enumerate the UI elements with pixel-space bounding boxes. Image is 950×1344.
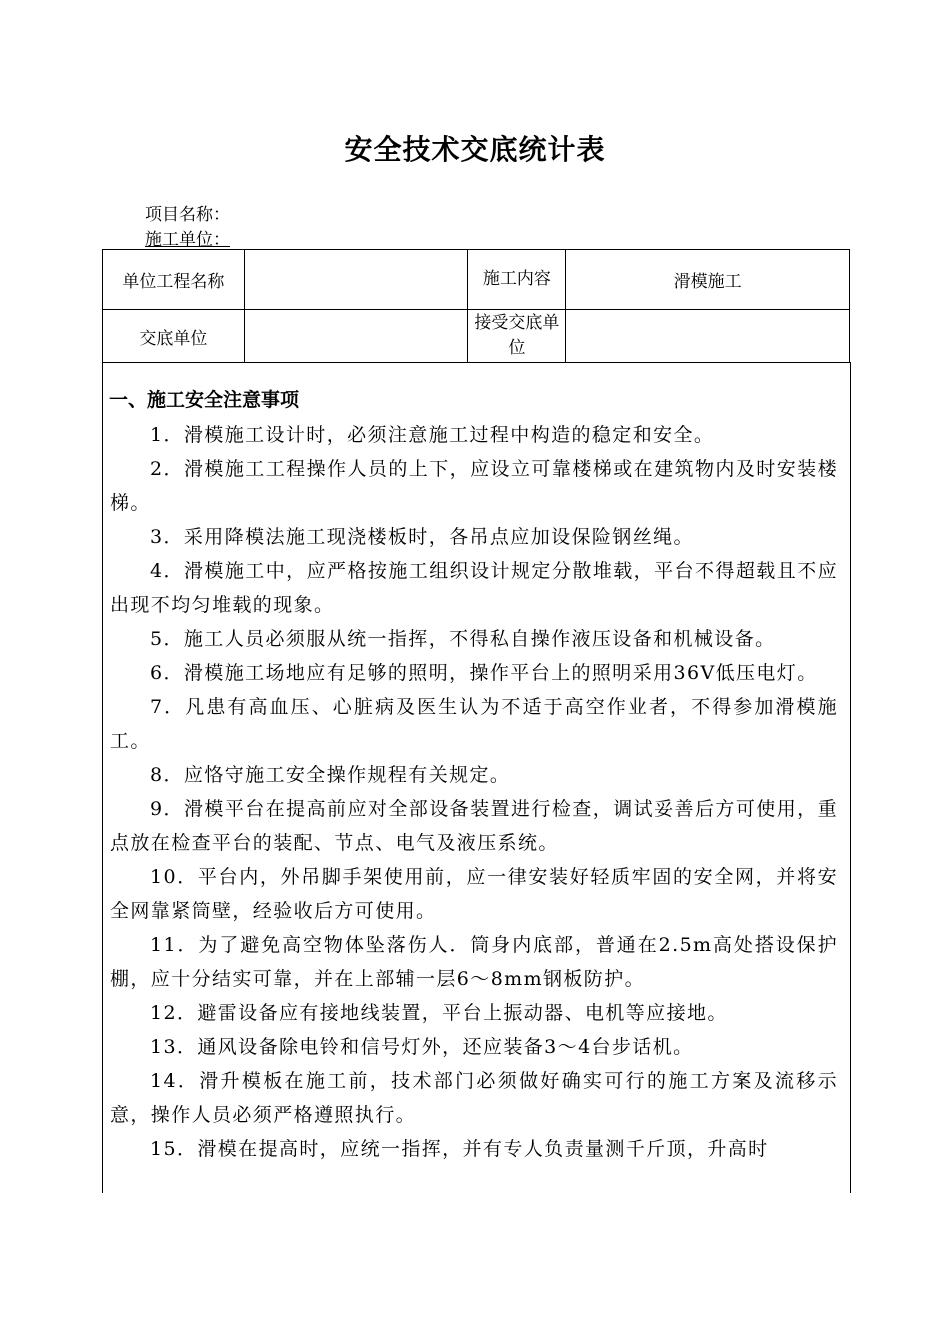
section-title: 一、施工安全注意事项 [109,389,300,411]
list-item: 9．滑模平台在提高前应对全部设备装置进行检查，调试妥善后方可使用，重点放在检查平台的装配、节点、电气及液压系统。 [110,798,838,854]
table-row [103,310,850,363]
construction-content-label: 施工内容 [468,250,566,310]
safety-notes-box [102,362,851,1193]
list-item: 14．滑升模板在施工前，技术部门必须做好确实可行的施工方案及流移示意，操作人员必须严格遵照执行。 [110,1070,838,1126]
unit-project-name-label: 单位工程名称 [103,250,245,310]
page-title: 安全技术交底统计表 [344,133,606,166]
list-item: 1．滑模施工设计时，必须注意施工过程中构造的稳定和安全。 [150,424,715,446]
receiving-unit-label: 接受交底单位 [468,310,566,363]
table-row [103,250,850,310]
list-item: 13．通风设备除电铃和信号灯外，还应装备3～4台步话机。 [150,1036,694,1058]
list-item: 12．避雷设备应有接地线装置，平台上振动器、电机等应接地。 [150,1002,728,1024]
list-item: 8．应恪守施工安全操作规程有关规定。 [150,764,511,786]
unit-project-name-value [244,250,468,310]
safety-items-list [110,418,838,1166]
list-item: 5．施工人员必须服从统一指挥，不得私自操作液压设备和机械设备。 [150,628,776,650]
list-item: 15．滑模在提高时，应统一指挥，并有专人负责量测千斤顶，升高时 [150,1138,769,1160]
list-item: 11．为了避免高空物体坠落伤人．筒身内底部，普通在2.5m高处搭设保护棚，应十分结实可靠，并在上部辅一层6～8mm钢板防护。 [110,934,838,990]
list-item: 7．凡患有高血压、心脏病及医生认为不适于高空作业者，不得参加滑模施工。 [110,696,838,752]
list-item: 3．采用降模法施工现浇楼板时，各吊点应加设保险钢丝绳。 [150,526,694,548]
disclosure-unit-value [244,310,468,363]
list-item: 6．滑模施工场地应有足够的照明，操作平台上的照明采用36V低压电灯。 [150,662,818,684]
construction-content-value: 滑模施工 [566,250,850,310]
disclosure-unit-label: 交底单位 [103,310,245,363]
construction-unit-text: 施工单位： [145,230,230,250]
list-item: 2．滑模施工工程操作人员的上下，应设立可靠楼梯或在建筑物内及时安装楼梯。 [110,458,838,514]
construction-unit-label [145,225,230,250]
list-item: 10．平台内，外吊脚手架使用前，应一律安装好轻质牢固的安全网，并将安全网靠紧筒壁，经验收后方可使用。 [110,866,838,922]
receiving-unit-value [566,310,850,363]
list-item: 4．滑模施工中，应严格按施工组织设计规定分散堆载，平台不得超载且不应出现不均匀堆载的现象。 [110,560,838,616]
project-name-label: 项目名称： [145,205,230,225]
info-table [102,249,850,363]
